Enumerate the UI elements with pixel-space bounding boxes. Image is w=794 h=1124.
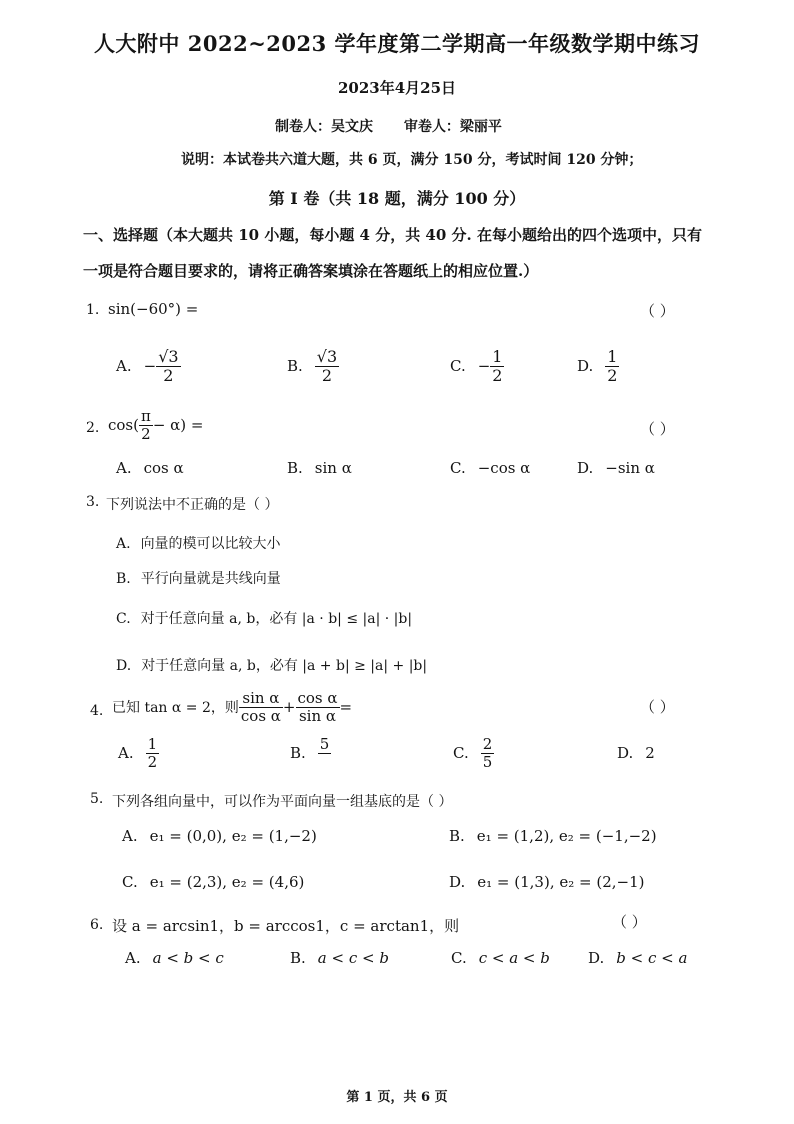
q5-option-a-text: e₁ = (0,0), e₂ = (1,−2)	[149, 827, 317, 845]
q2-stem-frac-num: π	[140, 407, 151, 425]
q4-option-a-fraction	[146, 736, 160, 772]
q4-stem-pre: 已知 tan α = 2，则	[112, 699, 239, 716]
section-heading-line2: 一项是符合题目要求的，请将正确答案填涂在答题纸上的相应位置.）	[83, 262, 539, 280]
page-footer: 第 1 页，共 6 页	[346, 1090, 448, 1105]
q5-option-c-label: C.	[122, 873, 138, 891]
q2-option-a	[116, 459, 184, 477]
q4-f2-num: cos α	[297, 689, 338, 707]
q2-stem-post: − α) =	[152, 415, 204, 434]
q3-option-a-label: A.	[116, 536, 131, 552]
q1-option-b-num: √3	[316, 347, 338, 366]
q4-option-b-label: B.	[290, 743, 306, 762]
q2-option-d-text: −sin α	[605, 459, 655, 477]
q1-option-d-fraction	[605, 348, 619, 386]
q6-option-b	[290, 949, 389, 967]
q4-option-b-fraction	[318, 736, 332, 772]
q1-option-a	[116, 348, 181, 386]
q4-stem-fraction-1	[239, 690, 283, 726]
q2-option-b	[287, 459, 352, 477]
q1-option-d	[577, 348, 619, 386]
q5-option-a	[122, 827, 317, 845]
q1-option-b-label: B.	[287, 356, 303, 375]
q4-option-a-num: 1	[147, 735, 158, 753]
q1-option-c-num: 1	[492, 347, 503, 366]
q2-stem-frac-den: 2	[141, 425, 151, 444]
q3-number: 3.	[86, 494, 100, 510]
q3-option-a-text: 向量的模可以比较大小	[140, 536, 281, 552]
q5-option-b-label: B.	[449, 827, 465, 845]
q6-option-d-label: D.	[588, 949, 605, 967]
q4-option-b	[290, 736, 331, 772]
q3-option-d-label: D.	[116, 658, 132, 674]
q6-option-a-text: a < b < c	[152, 949, 224, 967]
q6-number: 6.	[90, 917, 104, 933]
q4-stem-fraction-2	[296, 690, 340, 726]
q4-option-c-label: C.	[453, 743, 469, 762]
q4-option-b-den	[318, 754, 332, 771]
q5-option-d	[449, 873, 644, 891]
q1-option-a-num: √3	[158, 347, 179, 366]
q1-option-b-den: 2	[321, 366, 333, 386]
q5-option-c	[122, 873, 304, 891]
q2-option-a-text: cos α	[143, 459, 184, 477]
q5-option-b	[449, 827, 657, 845]
q1-option-d-den: 2	[607, 366, 618, 386]
q2-option-c	[450, 459, 530, 477]
q6-option-b-label: B.	[290, 949, 306, 967]
q4-option-d-text: 2	[645, 744, 655, 762]
q4-option-c-den: 5	[482, 753, 493, 772]
q3-option-b-label: B.	[116, 571, 131, 587]
q4-f1-num: sin α	[239, 690, 283, 708]
q4-option-a-den: 2	[147, 753, 158, 772]
q2-number: 2.	[86, 420, 100, 436]
q4-option-c-fraction	[481, 736, 495, 772]
q6-stem: 设 a = arcsin1，b = arccos1，c = arctan1，则	[112, 917, 460, 935]
q2-option-d	[577, 459, 655, 477]
q4-option-c-num: 2	[482, 735, 493, 753]
q3-option-c-label: C.	[116, 611, 131, 627]
q5-option-d-label: D.	[449, 873, 466, 891]
q2-option-b-label: B.	[287, 459, 303, 477]
q5-stem: 下列各组向量中，可以作为平面向量一组基底的是（ ）	[112, 794, 453, 810]
q4-stem	[112, 690, 352, 726]
q4-stem-plus: +	[282, 697, 296, 716]
q6-answer-paren: （ ）	[612, 913, 647, 931]
q4-stem-post: =	[339, 697, 353, 716]
q1-option-b	[287, 348, 339, 386]
q6-option-a	[125, 949, 224, 967]
section-heading-line1: 一、选择题（本大题共 10 小题，每小题 4 分，共 40 分. 在每小题给出的四个选项中，只有	[83, 226, 702, 244]
q2-option-d-label: D.	[577, 459, 594, 477]
q2-stem-pre: cos(	[108, 415, 139, 434]
q5-option-a-label: A.	[122, 827, 138, 845]
q4-f1-den: cos α	[240, 707, 281, 726]
q1-option-d-label: D.	[577, 356, 594, 375]
q1-option-c	[450, 348, 504, 386]
q2-option-b-text: sin α	[314, 459, 352, 477]
q3-option-d	[116, 655, 427, 675]
q2-stem-fraction	[139, 408, 153, 444]
q2-stem	[108, 408, 204, 444]
q1-answer-paren: （ ）	[640, 302, 675, 320]
q1-option-c-sign: −	[477, 356, 491, 375]
q6-option-c-label: C.	[451, 949, 467, 967]
q5-option-d-text: e₁ = (1,3), e₂ = (2,−1)	[477, 873, 645, 891]
q1-option-c-den: 2	[492, 366, 503, 386]
q1-option-a-sign: −	[143, 356, 157, 375]
q2-option-c-text: −cos α	[477, 459, 531, 477]
q1-option-b-fraction	[315, 348, 339, 386]
q6-option-c-text: c < a < b	[478, 949, 550, 967]
q2-answer-paren: （ ）	[640, 420, 675, 438]
q5-number: 5.	[90, 791, 104, 807]
q4-option-c	[453, 736, 494, 772]
q4-option-a-label: A.	[118, 743, 134, 762]
q2-option-a-label: A.	[116, 459, 132, 477]
q3-option-b	[116, 568, 281, 588]
q3-option-a	[116, 533, 281, 553]
q6-option-d-text: b < c < a	[616, 949, 688, 967]
q1-option-d-num: 1	[607, 347, 618, 366]
q6-option-b-text: a < c < b	[317, 949, 389, 967]
exam-makers	[275, 116, 528, 136]
exam-title: 人大附中 2022~2023 学年度第二学期高一年级数学期中练习	[93, 31, 701, 56]
q4-number: 4.	[90, 703, 104, 719]
q4-option-b-num: 5	[319, 735, 330, 753]
q1-option-a-label: A.	[116, 356, 132, 375]
q4-option-a	[118, 736, 159, 772]
q4-answer-paren: （ ）	[640, 698, 675, 716]
q3-option-c	[116, 608, 412, 628]
q3-stem: 下列说法中不正确的是（ ）	[106, 497, 279, 513]
q1-option-c-fraction	[490, 348, 504, 386]
volume-heading: 第 I 卷（共 18 题，满分 100 分）	[268, 189, 526, 208]
q6-option-d	[588, 949, 687, 967]
exam-date: 2023年4月25日	[337, 79, 457, 97]
q6-option-a-label: A.	[125, 949, 141, 967]
q1-stem: sin(−60°) =	[108, 300, 199, 318]
q4-option-d	[617, 744, 655, 762]
q3-option-d-text: 对于任意向量 a, b，必有 |a + b| ≥ |a| + |b|	[141, 658, 428, 674]
q1-option-c-label: C.	[450, 356, 466, 375]
q1-option-a-den: 2	[163, 366, 174, 386]
reviewer-name: 审卷人：梁丽平	[403, 119, 502, 135]
q4-f2-den: sin α	[298, 707, 337, 726]
maker-name: 制卷人：吴文庆	[275, 119, 373, 135]
q5-option-b-text: e₁ = (1,2), e₂ = (−1,−2)	[476, 827, 657, 845]
q6-option-c	[451, 949, 550, 967]
q4-option-d-label: D.	[617, 744, 634, 762]
q5-option-c-text: e₁ = (2,3), e₂ = (4,6)	[149, 873, 305, 891]
q2-option-c-label: C.	[450, 459, 466, 477]
exam-note: 说明：本试卷共六道大题，共 6 页，满分 150 分，考试时间 120 分钟；	[181, 152, 643, 168]
q1-option-a-fraction	[156, 348, 180, 386]
q3-option-c-text: 对于任意向量 a, b，必有 |a · b| ≤ |a| · |b|	[140, 611, 413, 627]
q1-number: 1.	[86, 302, 100, 318]
q3-option-b-text: 平行向量就是共线向量	[140, 571, 281, 587]
